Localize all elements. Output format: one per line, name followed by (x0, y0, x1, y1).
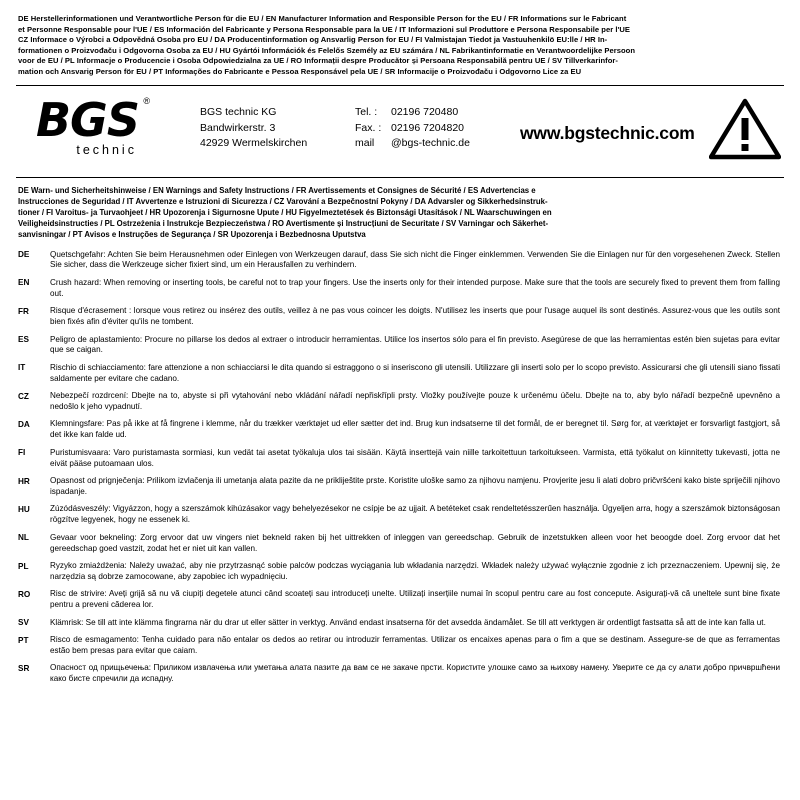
table-row (16, 363, 784, 391)
language-text: Risco de esmagamento: Tenha cuidado para não entalar os dedos ao retirar ou introduzir ferramentas. Utilizar os encaixes apenas para o fim a que se destinam. Assegure-se de que as ferramentas estão bem presas para evitar que caiam. (50, 635, 780, 655)
company-street: Bandwirkerstr. 3 (200, 121, 276, 134)
language-code: NL (18, 533, 29, 543)
language-code: EN (18, 278, 30, 288)
logo-wordmark: BGS (36, 93, 139, 148)
language-code: DA (18, 419, 30, 429)
language-text: Klemningsfare: Pas på ikke at få fingrene i klemme, når du trækker værktøjet ud eller sætter det ind. Brug kun indsatserne til det formål, de er beregnet til. Sørg for, at værktøjet er forsvarligt fastgjort, så det ikke kan falde ud. (50, 419, 780, 440)
language-text: Klämrisk: Se till att inte klämma fingrarna när du drar ut eller sätter in verktyg. Använd endast insatserna för det avsedda ändamålet. Se till att verktygen är ordentligt fastsatta så att de inte kan falla ut. (50, 617, 766, 627)
company-information-band (16, 86, 784, 170)
table-row (16, 306, 784, 334)
language-code: DE (18, 250, 30, 260)
language-text: Peligro de aplastamiento: Procure no pillarse los dedos al extraer o introducir herramientas. Utilice los insertos sólo para el fin previsto. Asegúrese de que las herramientas estén bien sujetas para evitar que se caigan. (50, 334, 780, 355)
table-row (16, 250, 784, 278)
table-row (16, 504, 784, 532)
header-line: mation och Ansvarig Person för EU / PT Informações do Fabricante e Pessoa Responsável pela UE / SR Informacije o Proizvođaču i Odgovorno Lice za EU (18, 66, 582, 76)
language-instructions-table (16, 250, 784, 692)
telephone-value: 02196 720480 (391, 106, 459, 119)
language-text: Rischio di schiacciamento: fare attenzione a non schiacciarsi le dita quando si estraggono o si inseriscono gli utensili. Utilizzare gli inserti solo per lo scopo previsto. Assicurarsi che gli utensili siano fissati saldamente per evitare che cadano. (50, 362, 780, 383)
fax-row (355, 121, 520, 137)
language-text: Ryzyko zmiażdżenia: Należy uważać, aby nie przytrzasnąć sobie palców podczas wyciągania lub wkładania narzędzi. Wkładek należy używać wyłącznie zgodnie z ich przeznaczeniem. Upewnij się, że narzędzia są dobrze zamocowane, aby zapobiec ich wypadnięciu. (50, 561, 780, 581)
table-row (16, 635, 784, 663)
company-contact (355, 105, 520, 152)
manufacturer-info-header (16, 14, 784, 78)
email-row[interactable] (355, 136, 520, 152)
telephone-label: Tel. : (355, 106, 378, 119)
warning-triangle-icon (695, 98, 787, 160)
email-label: mail (355, 137, 375, 150)
language-code: IT (18, 363, 26, 373)
language-code: SR (18, 663, 30, 673)
safety-heading-line: Instrucciones de Seguridad / IT Avvertenze e Istruzioni di Sicurezza / CZ Varování a Bezpečnostní Pokyny / DA Advarsler og Sikkerhedsinstruk- (18, 196, 548, 206)
table-row (16, 419, 784, 447)
table-row (16, 589, 784, 617)
language-text: Risque d'écrasement : lorsque vous retirez ou insérez des outils, veillez à ne pas vous coincer les doigts. N'utilisez les inserts que pour l'usage auquel ils sont destinés. Assurez-vous que les outils sont bien fixés afin d'éviter qu'ils ne tombent. (50, 306, 780, 327)
logo-subtitle: technic (76, 143, 137, 158)
bgs-logo (20, 93, 200, 159)
language-text: Опасност од прищьечења: Приликом извлачења или уметања алата пазите да вам се не закаче прсти. Користите улошке само за њихову намену. Уверите се да су алати добро причвршћени како бисте спречили да испадну. (50, 663, 780, 684)
table-row (16, 448, 784, 476)
table-row (16, 476, 784, 504)
language-code: CZ (18, 391, 29, 401)
language-code: FI (18, 448, 26, 458)
table-row (16, 618, 784, 635)
fax-value: 02196 7204820 (391, 121, 464, 134)
table-row (16, 335, 784, 363)
language-text: Nebezpečí rozdrcení: Dbejte na to, abyste si při vytahování nebo vkládání nářadí nepřiskřípli prsty. Vložky používejte pouze k určenému účelu. Dbejte na to, aby bylo nářadí bezpečně upevněno a nedošlo k jeho vypadnutí. (50, 391, 780, 412)
language-text: Zúzódásveszély: Vigyázzon, hogy a szerszámok kihúzásakor vagy behelyezésekor ne csípje be az ujjait. A betéteket csak rendeltetésszerűen használja. Ügyeljen arra, hogy a szerszámok biztonságosan rögzítve legyenek, hogy ne essenek ki. (50, 504, 780, 525)
language-text: Gevaar voor bekneling: Zorg ervoor dat uw vingers niet bekneld raken bij het uittrekken of inleggen van gereedschap. Gebruik de inzetstukken alleen voor het beoogde doel. Zorg ervoor dat het gereedschap goed vastzit, zodat het er niet uit kan vallen. (50, 532, 780, 553)
language-text: Quetschgefahr: Achten Sie beim Herausnehmen oder Einlegen von Werkzeugen darauf, dass Sie sich nicht die Finger einklemmen. Verwenden Sie die Einlagen nur für den vorgesehenen Zweck. Stellen Sie sicher, dass die Werkzeuge sicher fixiert sind, um ein Herausfallen zu verhindern. (50, 249, 780, 270)
safety-heading-line: sanvisningar / PT Avisos e Instruções de Segurança / SR Upozorenja i Bezbednosna Uputstva (18, 230, 366, 240)
table-row (16, 561, 784, 589)
language-text: Crush hazard: When removing or inserting tools, be careful not to trap your fingers. Use the inserts only for their intended purpose. Make sure that the tools are securely fixed to prevent them from falling out. (50, 277, 780, 298)
language-text: Risc de strivire: Aveți grijă să nu vă ciupiți degetele atunci când scoateți sau introduceți unelte. Utilizați inserțiile numai în scopul pentru care au fost concepute. Asigurați-vă că uneltele sunt bine fixate pentru a preveni căderea lor. (50, 589, 780, 610)
header-line: CZ Informace o Výrobci a Odpovědná Osoba pro EU / DA Producentinformation og Ansvarlig Person for EU / FI Valmistajan Tiedot ja Vastuuhenkilö EU:lle / HR In- (18, 35, 608, 45)
header-line: formationen o Proizvođaču i Odgovorna Osoba za EU / HU Gyártói Információk és Felelős Személy az EU számára / NL Fabrikantinformatie en Verantwoordelijke Persoon (18, 45, 636, 55)
website-url[interactable]: www.bgstechnic.com (520, 123, 695, 144)
language-text: Puristumisvaara: Varo puristamasta sormiasi, kun vedät tai asetat työkaluja ulos tai sisään. Käytä inserttejä vain niille tarkoitettuun tarkoitukseen. Varmista, että työkalut on kiinnitetty tukevasti, jotta ne eivät pääse putoamaan ulos. (50, 447, 780, 468)
table-row (16, 391, 784, 419)
language-code: FR (18, 306, 29, 316)
header-line: et Personne Responsable pour l'UE / ES Información del Fabricante y Persona Responsable para la UE / IT Informazioni sul Produttore e Persona Responsabile per l'UE (18, 24, 630, 34)
language-code: PT (18, 635, 29, 645)
telephone-row (355, 105, 520, 121)
language-code: HU (18, 504, 30, 514)
safety-instructions-heading (16, 178, 784, 241)
safety-heading-line: DE Warn- und Sicherheitshinweise / EN Warnings and Safety Instructions / FR Avertissements et Consignes de Sécurité / ES Advertencias e (18, 185, 536, 195)
registered-trademark-icon: ® (143, 96, 150, 107)
company-address (200, 105, 355, 152)
email-value: @bgs-technic.de (391, 137, 470, 150)
company-name: BGS technic KG (200, 106, 277, 119)
header-line: DE Herstellerinformationen und Verantwortliche Person für die EU / EN Manufacturer Information and Responsible Person for the EU / FR Informations sur le Fabricant (18, 14, 627, 23)
safety-heading-line: tioner / FI Varoitus- ja Turvaohjeet / HR Upozorenja i Sigurnosne Upute / HU Figyelmeztetések és Biztonsági Utasítások / NL Waarschuwingen en (18, 207, 552, 217)
language-code: PL (18, 561, 29, 571)
language-text: Opasnost od prignječenja: Prilikom izvlačenja ili umetanja alata pazite da ne prikliještite prste. Koristite uloške samo za njihovu namjenu. Provjerite jesu li alati dobro pričvršćeni kako biste spriječili njihovo ispadanje. (50, 476, 780, 496)
language-code: RO (18, 589, 31, 599)
safety-heading-line: Veiligheidsinstructies / PL Ostrzeżenia i Instrukcje Bezpieczeństwa / RO Avertismente și Instrucțiuni de Securitate / SV Varningar och Säkerhet- (18, 219, 549, 229)
table-row (16, 533, 784, 561)
fax-label: Fax. : (355, 121, 382, 134)
warning-triangle-svg (709, 98, 781, 160)
language-code: ES (18, 335, 29, 345)
table-row (16, 278, 784, 306)
language-code: SV (18, 618, 29, 628)
language-code: HR (18, 476, 30, 486)
header-line: voor de EU / PL Informacje o Producencie i Osoba Odpowiedzialna za UE / RO Informații despre Producător și Persoana Responsabilă pentru UE / SV Tillverkarinfor- (18, 56, 618, 66)
company-city: 42929 Wermelskirchen (200, 137, 308, 150)
table-row (16, 663, 784, 691)
